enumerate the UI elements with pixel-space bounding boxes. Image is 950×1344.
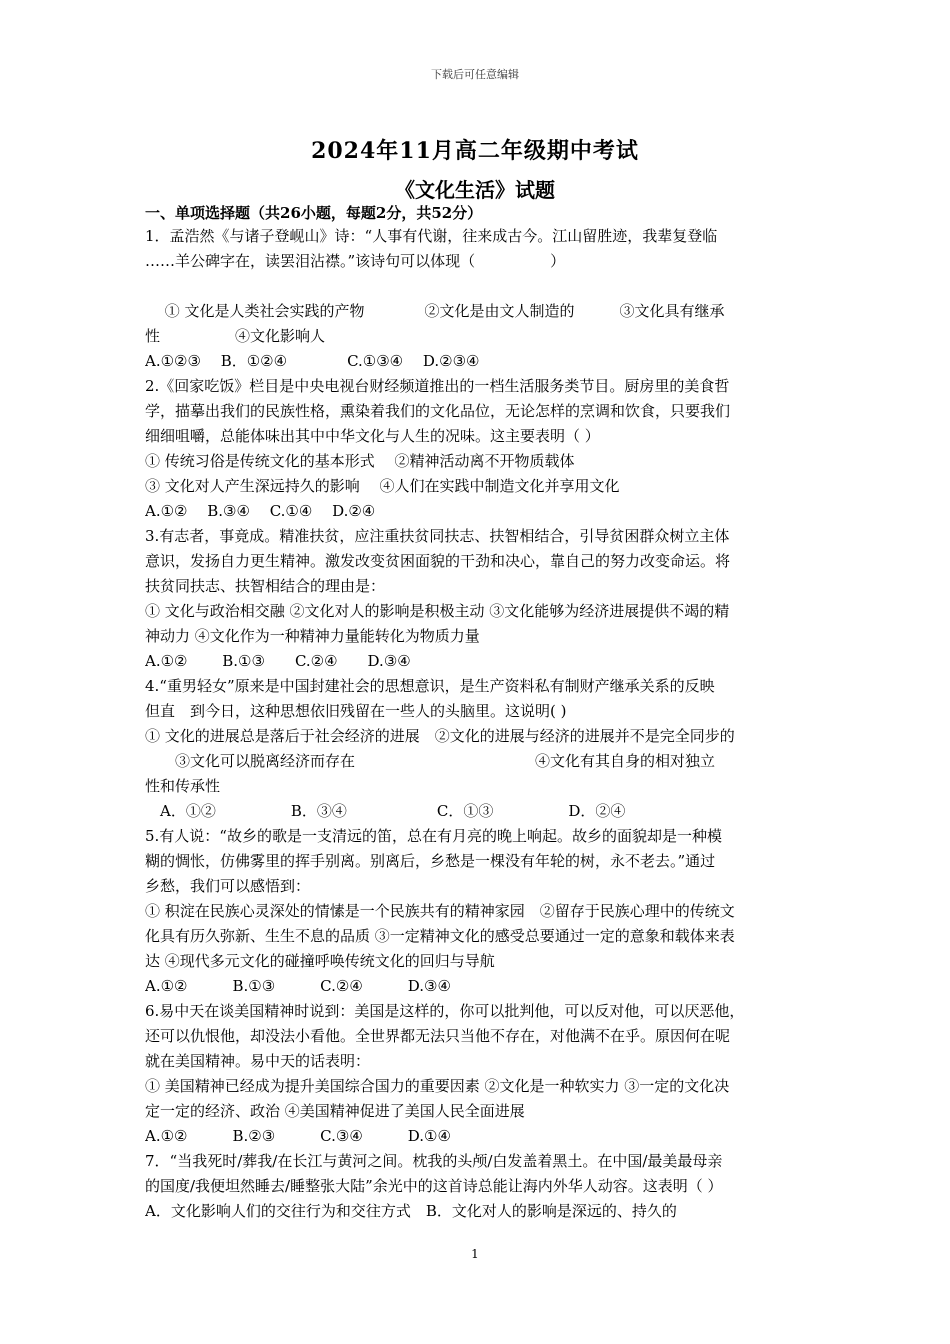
text-line: 定一定的经济、政治 ④美国精神促进了美国人民全面进展 <box>145 1102 525 1120</box>
text-line: A．①② B．③④ C．①③ D．②④ <box>145 802 626 820</box>
text-line: 1．孟浩然《与诸子登岘山》诗：“人事有代谢，往来成古今。江山留胜迹，我辈复登临 <box>145 227 718 245</box>
text-line: ……羊公碑字在，读罢泪沾襟。”该诗句可以体现（ ） <box>145 252 566 270</box>
text-line: ① 积淀在民族心灵深处的情愫是一个民族共有的精神家园 ②留存于民族心理中的传统文 <box>145 902 735 920</box>
text-line: A．文化影响人们的交往行为和交往方式 B．文化对人的影响是深远的、持久的 <box>145 1202 677 1220</box>
text-line: 但直 到今日，这种思想依旧残留在一些人的头脑里。这说明( ) <box>145 702 567 720</box>
text-line: ① 文化是人类社会实践的产物 ②文化是由文人制造的 ③文化具有继承 <box>145 302 725 320</box>
text-line: 乡愁，我们可以感悟到： <box>145 877 311 895</box>
text-line: ① 文化与政治相交融 ②文化对人的影响是积极主动 ③文化能够为经济进展提供不竭的精 <box>145 602 730 620</box>
text-line: 的国度/我便坦然睡去/睡整张大陆”余光中的这首诗总能让海内外华人动容。这表明（ ） <box>145 1177 723 1195</box>
text-line <box>145 274 813 299</box>
text-line: ③文化可以脱离经济而存在 ④文化有其自身的相对独立 <box>145 752 716 770</box>
text-line: ① 文化的进展总是落后于社会经济的进展 ②文化的进展与经济的进展并不是完全同步的 <box>145 727 735 745</box>
question-lines <box>145 224 813 1224</box>
text-line: 4.“重男轻女”原来是中国封建社会的思想意识，是生产资料私有制财产继承关系的反映 <box>145 677 715 695</box>
text-line: 还可以仇恨他，却没法小看他。全世界都无法只当他不存在，对他满不在乎。原因何在呢 <box>145 1027 731 1045</box>
exam-subtitle: 《文化生活》试题 <box>395 178 555 202</box>
text-line: 糊的惆怅，仿佛雾里的挥手别离。别离后，乡愁是一棵没有年轮的树，永不老去。”通过 <box>145 852 716 870</box>
text-line: 3.有志者，事竟成。精准扶贫，应注重扶贫同扶志、扶智相结合，引导贫困群众树立主体 <box>145 527 730 545</box>
text-line: 细细咀嚼，总能体味出其中中华文化与人生的况味。这主要表明（ ） <box>145 427 600 445</box>
text-line: A.①② B.①③ C.②④ D.③④ <box>145 652 411 670</box>
text-line: 意识，发扬自力更生精神。激发改变贫困面貌的干劲和决心，靠自己的努力改变命运。将 <box>145 552 731 570</box>
text-line: 扶贫同扶志、扶智相结合的理由是： <box>145 577 386 595</box>
exam-title: 2024年11月高二年级期中考试 <box>311 138 639 164</box>
text-line: 达 ④现代多元文化的碰撞呼唤传统文化的回归与导航 <box>145 952 495 970</box>
text-line: A.①② B.①③ C.②④ D.③④ <box>145 977 451 995</box>
text-line: 性和传承性 <box>145 777 221 795</box>
text-line: 2.《回家吃饭》栏目是中央电视台财经频道推出的一档生活服务类节目。厨房里的美食哲 <box>145 377 730 395</box>
text-line: 7．“当我死时/葬我/在长江与黄河之间。枕我的头颅/白发盖着黑土。在中国/最美最母亲 <box>145 1152 723 1170</box>
text-line: A.①②③ B．①②④ C.①③④ D.②③④ <box>145 352 480 370</box>
header-note: 下载后可任意编辑 <box>431 68 519 81</box>
text-line: 化具有历久弥新、生生不息的品质 ③一定精神文化的感受总要通过一定的意象和载体来表 <box>145 927 735 945</box>
text-line: ① 传统习俗是传统文化的基本形式 ②精神活动离不开物质载体 <box>145 452 575 470</box>
text-line: 就在美国精神。易中天的话表明： <box>145 1052 371 1070</box>
text-line: 6.易中天在谈美国精神时说到：美国是这样的，你可以批判他，可以反对他，可以厌恶他， <box>145 1002 745 1020</box>
text-line: 神动力 ④文化作为一种精神力量能转化为物质力量 <box>145 627 480 645</box>
text-line: 5.有人说：“故乡的歌是一支清远的笛，总在有月亮的晚上响起。故乡的面貌却是一种模 <box>145 827 722 845</box>
section-heading: 一、单项选择题（共26小题，每题2分，共52分） <box>145 204 483 222</box>
exam-content <box>145 202 813 1224</box>
text-line: 学，描摹出我们的民族性格，熏染着我们的文化品位，无论怎样的烹调和饮食，只要我们 <box>145 402 731 420</box>
page-number: 1 <box>471 1247 479 1261</box>
text-line: A.①② B.③④ C.①④ D.②④ <box>145 502 376 520</box>
text-line: ① 美国精神已经成为提升美国综合国力的重要因素 ②文化是一种软实力 ③一定的文化决 <box>145 1077 730 1095</box>
text-line: ③ 文化对人产生深远持久的影响 ④人们在实践中制造文化并享用文化 <box>145 477 620 495</box>
text-line: A.①② B.②③ C.③④ D.①④ <box>145 1127 451 1145</box>
text-line: 性 ④文化影响人 <box>145 327 326 345</box>
